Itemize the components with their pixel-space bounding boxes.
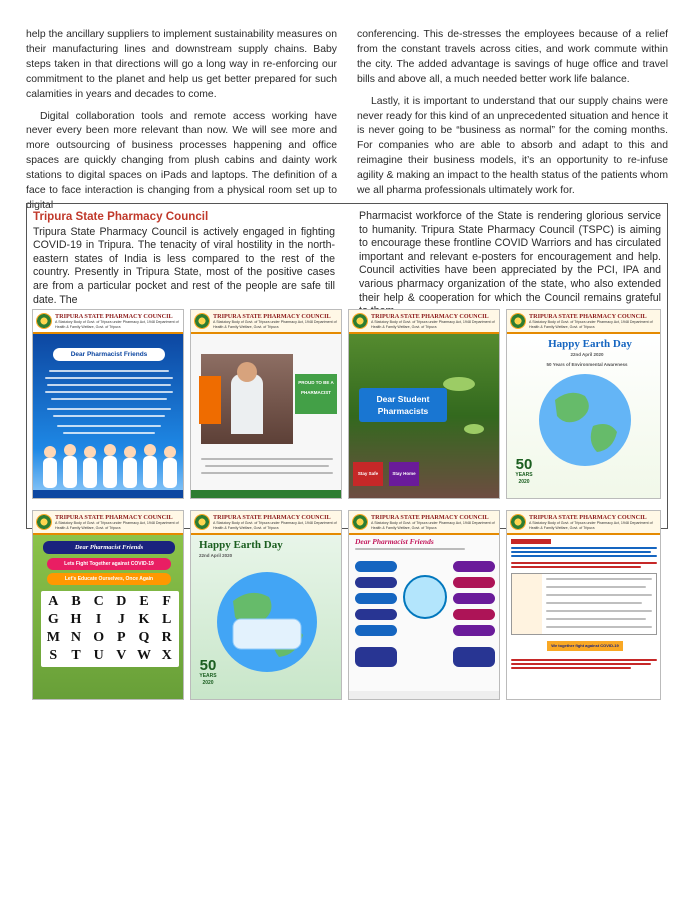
alphabet-letter: U [93,648,104,663]
poster-title: TRIPURA STATE PHARMACY COUNCIL [55,313,173,320]
proud-tag [199,376,221,424]
poster-guidelines [506,510,661,700]
council-column-right [359,210,661,319]
poster-caption: PROUD TO BE A PHARMACIST [295,374,337,414]
poster-caption: We together fight against COVID-19 [547,641,623,651]
pharmacist-figures-icon [37,440,181,488]
poster-earth-day-1 [506,309,661,499]
poster-banner: Let's Educate Ourselves, Once Again [47,573,171,585]
poster-student-pharmacists [348,309,500,499]
poster-subtitle: A Statutory Body of Govt. of Tripura under Pharmacy Act, 1948 Department of Health & Family Welfare, Govt. of Tripura [371,320,495,329]
poster-heading: Happy Earth Day [548,338,632,350]
alphabet-letter: F [162,594,171,609]
alphabet-letter: B [71,594,81,609]
council-column-left [33,210,335,319]
alphabet-letter: R [161,630,172,645]
poster-pharmacist-roles [348,510,500,700]
poster-earth-day-2 [190,510,342,700]
poster-subtitle: A Statutory Body of Govt. of Tripura under Pharmacy Act, 1948 Department of Health & Family Welfare, Govt. of Tripura [55,320,179,329]
alphabet-letter: C [93,594,104,609]
alphabet-letter: W [136,648,151,663]
alphabet-letter: M [46,630,60,645]
council-paragraph: Tripura State Pharmacy Council is actively engaged in fighting COVID-19 in Tripura. The tenacity of viral hostility in the north-eastern states of India is less compared to the rest of the country. Presently in Tripura State, most of the positive cases are from a particular pocket and rest of the people are safe till date. The [33,225,335,306]
poster-date: 22nd April 2020 [570,352,604,357]
poster-subtitle: A Statutory Body of Govt. of Tripura under Pharmacy Act, 1948 Department of Health & Family Welfare, Govt. of Tripura [529,521,653,530]
council-paragraph: Pharmacist workforce of the State is rendering glorious service to humanity. Tripura State Pharmacy Council (TSPC) is aiming to encourage these frontline COVID Warriors and has circulated important and relevant e-posters for encouragement and help. Council activities have been appreciated by the PCI, IPA and various pharmacy organization of the state, who also extended their help & cooperation for which the Council remains grateful [359,210,661,304]
alphabet-grid [41,591,179,667]
poster-title: TRIPURA STATE PHARMACY COUNCIL [529,313,647,320]
article-paragraph: Digital collaboration tools and remote access working have never every been more relevant than now. We will see more and more outsourcing of business processes happening and office spaces are quickly changing from plush cabins and dainty work stations to digital spaces on iPads and laptops. The definition of a face to face interaction is changing from a physical room set up to digital [26,110,337,211]
council-logo-icon [194,313,210,329]
alphabet-letter: T [71,648,81,663]
globe-icon [535,370,635,470]
poster-subtitle: A Statutory Body of Govt. of Tripura under Pharmacy Act, 1948 Department of Health & Family Welfare, Govt. of Tripura [55,521,179,530]
alphabet-letter: E [139,594,149,609]
alphabet-letter: O [93,630,105,645]
alphabet-letter: S [49,648,58,663]
poster-caption: Stay Safe [353,462,383,486]
poster-title: TRIPURA STATE PHARMACY COUNCIL [213,514,331,521]
poster-proud-pharmacist [190,309,342,499]
poster-subtitle: A Statutory Body of Govt. of Tripura under Pharmacy Act, 1948 Department of Health & Family Welfare, Govt. of Tripura [529,320,653,329]
council-logo-icon [510,313,526,329]
article-column-left [26,28,337,211]
poster-years-label: YEARS [515,472,533,478]
poster-title: TRIPURA STATE PHARMACY COUNCIL [529,514,647,521]
poster-dear-pharmacist [32,309,184,499]
alphabet-letter: G [47,612,59,627]
poster-heading: Dear Pharmacist Friends [53,348,165,361]
poster-years-number: 50 [515,456,533,473]
alphabet-letter: L [161,612,172,627]
alphabet-letter: D [116,594,127,609]
council-box [26,203,668,686]
poster-subtitle: 50 Years of Environmental Awareness [546,362,628,367]
poster-educate-ourselves [32,510,184,700]
article-column-right [357,28,668,196]
council-logo-icon [36,313,52,329]
alphabet-letter: X [161,648,172,663]
council-heading: Tripura State Pharmacy Council [33,210,209,223]
globe-mask-icon [211,567,323,677]
poster-subtitle: A Statutory Body of Govt. of Tripura under Pharmacy Act, 1948 Department of Health & Family Welfare, Govt. of Tripura [213,521,337,530]
article-columns [26,28,668,211]
poster-year: 2020 [202,680,214,686]
poster-subtitle: A Statutory Body of Govt. of Tripura under Pharmacy Act, 1948 Department of Health & Family Welfare, Govt. of Tripura [213,320,337,329]
poster-heading: Dear Student Pharmacists [359,388,447,422]
council-logo-icon [352,313,368,329]
article-paragraph: Lastly, it is important to understand that our supply chains were never ready for this kind of an unprecedented situation and hence it is never going to be “business as normal” for the coming months. For companies who are able to absorb and adapt to this and reimagine their business models, it’s an opportunity to re-infuse agility & making an impact to the health status of the patients whom we all pharma professionals ultimately work for. [357,95,668,197]
article-paragraph: help the ancillary suppliers to implement sustainability measures on their manufacturing lines and downstream supply chains. Baby steps taken in that directions will go a long way in re-enforcing our commitment to the planet and help us get better prepared for such calamities in years and decades to come. [26,29,337,100]
alphabet-letter: V [116,648,127,663]
poster-title: TRIPURA STATE PHARMACY COUNCIL [55,514,173,521]
alphabet-letter: A [48,594,59,609]
alphabet-letter: P [117,630,126,645]
poster-title: TRIPURA STATE PHARMACY COUNCIL [213,313,331,320]
poster-year: 2020 [518,479,530,485]
globe-icon [403,575,447,619]
alphabet-letter: H [70,612,82,627]
alphabet-letter: N [70,630,82,645]
alphabet-letter: Q [138,630,150,645]
poster-date: 22nd April 2020 [199,553,233,558]
alphabet-letter: I [95,612,102,627]
poster-title: TRIPURA STATE PHARMACY COUNCIL [371,313,489,320]
alphabet-letter: J [117,612,125,627]
poster-banner: Dear Pharmacist Friends [43,541,175,554]
poster-subtitle: A Statutory Body of Govt. of Tripura under Pharmacy Act, 1948 Department of Health & Family Welfare, Govt. of Tripura [371,521,495,530]
poster-heading: Happy Earth Day [199,539,283,551]
alphabet-letter: K [138,612,150,627]
poster-years-label: YEARS [199,673,217,679]
poster-banner: Lets Fight Together against COVID-19 [47,558,171,570]
poster-heading: Dear Pharmacist Friends [355,537,434,546]
poster-years-number: 50 [199,657,217,674]
poster-title: TRIPURA STATE PHARMACY COUNCIL [371,514,489,521]
poster-caption: Stay Home [389,462,419,486]
guidelines-table [511,573,657,635]
article-paragraph: conferencing. This de-stresses the employees because of a relief from the constant travels across cities, and work commute within the city. The added advantage is savings of huge office and travel bills and above all, a much needed better work life balance. [357,29,668,85]
